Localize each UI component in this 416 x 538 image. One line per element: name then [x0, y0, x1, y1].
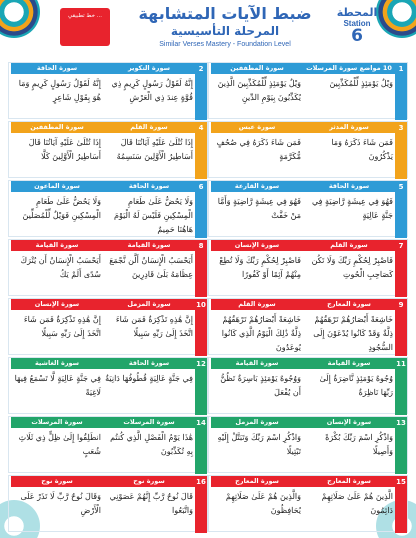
verse-panel: [11, 122, 103, 179]
verse-panel: [103, 358, 195, 415]
sura-name: سورة القيامة: [103, 240, 195, 251]
verse-panel: [103, 181, 195, 238]
sura-name: سورة الغاشية: [11, 358, 103, 369]
verse-text: فَمَن شَاءَ ذَكَرَهُ فِي صُحُفٍ مُّكَرَّمَةٍ: [216, 138, 301, 161]
verse-card: [8, 121, 208, 178]
verse-card-number: 8: [195, 240, 207, 297]
verse-card-number: 5: [395, 181, 407, 238]
verse-row: [8, 416, 408, 473]
verse-panel: [103, 417, 195, 474]
verse-card-number: 10: [195, 299, 207, 356]
sura-name: سورة الماعون: [11, 181, 103, 192]
sura-name: سورة المرسلات: [103, 417, 195, 428]
verse-text: فَهُوَ فِي عِيشَةٍ رَّاضِيَةٍ وَأَمَّا مَنْ خَفَّتْ: [217, 197, 301, 220]
verse-card: [8, 475, 208, 532]
sura-name: سورة القارعة: [211, 181, 303, 192]
verse-text: إِنَّهُ لَقَوْلُ رَسُولٍ كَرِيمٍ وَمَا هُوَ بِقَوْلِ شَاعِرٍ: [18, 79, 101, 102]
page-title: ضبط الآيات المتشابهة: [138, 4, 312, 23]
verse-panel: [211, 299, 303, 356]
verse-card-number: 2: [195, 63, 207, 120]
verse-text: وَقَالَ نُوحٌ رَّبِّ لَا تَذَرْ عَلَى الْأَرْضِ: [20, 492, 101, 515]
sura-name: سورة التكوير: [103, 63, 195, 74]
verse-panel: [303, 181, 395, 238]
verse-row: [8, 121, 408, 178]
verse-text: وَلَا يَحُضُّ عَلَىٰ طَعَامِ الْمِسْكِينِ فَلَيْسَ لَهُ الْيَوْمَ هَاهُنَا حَمِيمٌ: [114, 197, 193, 234]
verse-card: [8, 298, 208, 355]
verse-card-number: 7: [395, 240, 407, 297]
verse-row: [8, 357, 408, 414]
verse-text: وَيْلٌ يَوْمَئِذٍ لِّلْمُكَذِّبِينَ: [329, 79, 393, 88]
verse-text: وَالَّذِينَ هُمْ عَلَىٰ صَلَاتِهِمْ يُحَافِظُونَ: [225, 492, 301, 515]
sura-name: سورة المدثر: [303, 122, 395, 133]
verse-text: فَاصْبِرْ لِحُكْمِ رَبِّكَ وَلَا تُطِعْ مِنْهُمْ آثِمًا أَوْ كَفُورًا: [219, 256, 301, 279]
sura-name: سورة الإنسان: [11, 299, 103, 310]
sura-name: سورة المزمل: [103, 299, 195, 310]
page-subtitle-ar: المرحلة التأسيسية: [170, 24, 280, 38]
verse-text: فَمَن شَاءَ ذَكَرَهُ وَمَا يَذْكُرُونَ: [331, 138, 393, 161]
verse-card: [208, 239, 408, 296]
verse-card: [208, 475, 408, 532]
verse-text: فِي جَنَّةٍ عَالِيَةٍ لَّا تَسْمَعُ فِيهَا لَاغِيَةً: [14, 374, 101, 397]
sura-name: سورة الحاقة: [103, 358, 195, 369]
verse-card: [208, 357, 408, 414]
verse-card-number: 15: [395, 476, 407, 533]
page-header: [0, 0, 416, 56]
sura-name: سورة المرسلات: [11, 417, 103, 428]
verse-text: إِنَّ هَٰذِهِ تَذْكِرَةٌ فَمَن شَاءَ اتَّخَذَ إِلَىٰ رَبِّهِ سَبِيلًا: [23, 315, 101, 338]
verse-card-number: 3: [395, 122, 407, 179]
verse-panel: [303, 122, 395, 179]
verse-panel: [11, 417, 103, 474]
sura-name: سورة المطففين: [211, 63, 303, 74]
station-label: [334, 6, 380, 45]
verse-panel: [11, 181, 103, 238]
sura-name: سورة الحاقة: [303, 181, 395, 192]
verse-panel: [303, 417, 395, 474]
verse-panel: [303, 358, 395, 415]
sura-name: سورة المعارج: [211, 476, 303, 487]
verse-row: [8, 239, 408, 296]
verse-panel: [211, 181, 303, 238]
verse-text: إِنَّ هَٰذِهِ تَذْكِرَةٌ فَمَن شَاءَ اتَّخَذَ إِلَىٰ رَبِّهِ سَبِيلًا: [115, 315, 193, 338]
verse-text: الَّذِينَ هُمْ عَلَىٰ صَلَاتِهِمْ دَائِمُونَ: [321, 492, 393, 515]
verse-panel: [211, 358, 303, 415]
sura-name: سورة القلم: [303, 240, 395, 251]
verse-card: [208, 180, 408, 237]
app-badge: خط تطبيقي ...: [60, 8, 110, 46]
sura-name: سورة القيامة: [303, 358, 395, 369]
station-label-en: Station: [343, 19, 371, 28]
verse-card-number: 6: [195, 181, 207, 238]
verse-row: [8, 180, 408, 237]
verse-panel: [211, 476, 303, 533]
verse-card: [8, 357, 208, 414]
verse-text: انطَلِقُوا إِلَىٰ ظِلٍّ ذِي ثَلَاثِ شُعَبٍ: [18, 433, 101, 456]
sura-name: سورة الحاقة: [103, 181, 195, 192]
sura-name: سورة القيامة: [211, 358, 303, 369]
sura-name: سورة الإنسان: [303, 417, 395, 428]
verse-card: [8, 180, 208, 237]
verse-panel: [303, 476, 395, 533]
verse-panel: [103, 299, 195, 356]
verse-text: إِذَا تُتْلَىٰ عَلَيْهِ آيَاتُنَا قَالَ أَسَاطِيرُ الْأَوَّلِينَ سَنَسِمُهُ: [116, 138, 193, 161]
verse-row: [8, 62, 408, 119]
verse-text: وَاذْكُرِ اسْمَ رَبِّكَ بُكْرَةً وَأَصِيلًا: [325, 433, 393, 456]
verse-panel: [211, 63, 303, 120]
verse-text: إِنَّهُ لَقَوْلُ رَسُولٍ كَرِيمٍ ذِي قُوَّةٍ عِندَ ذِي الْعَرْشِ: [111, 79, 193, 102]
verse-row: [8, 475, 408, 532]
verse-card-number: 12: [195, 358, 207, 415]
sura-name: سورة المعارج: [303, 476, 395, 487]
verse-text: فَهُوَ فِي عِيشَةٍ رَّاضِيَةٍ فِي جَنَّةٍ عَالِيَةٍ: [312, 197, 393, 220]
sura-name: سورة القيامة: [11, 240, 103, 251]
sura-name: سورة القلم: [211, 299, 303, 310]
verse-row: [8, 298, 408, 355]
verse-text: فِي جَنَّةٍ عَالِيَةٍ قُطُوفُهَا دَانِيَةٌ: [105, 374, 193, 383]
verse-panel: [11, 476, 103, 533]
verse-card-number: 9: [395, 299, 407, 356]
verse-text: إِذَا تُتْلَىٰ عَلَيْهِ آيَاتُنَا قَالَ أَسَاطِيرُ الْأَوَّلِينَ كَلَّا: [28, 138, 101, 161]
verse-panel: [303, 299, 395, 356]
verse-text: هَٰذَا يَوْمُ الْفَصْلِ الَّذِي كُنتُم بِهِ تُكَذِّبُونَ: [110, 433, 193, 456]
verse-panel: [103, 63, 195, 120]
verse-card: [8, 62, 208, 119]
verse-panel: [11, 63, 103, 120]
verse-panel: [11, 358, 103, 415]
verse-card-number: 11: [395, 358, 407, 415]
verse-card: [208, 121, 408, 178]
sura-name: سورة القلم: [103, 122, 195, 133]
sura-name: سورة عبس: [211, 122, 303, 133]
verse-card: [8, 239, 208, 296]
sura-name: سورة الإنسان: [211, 240, 303, 251]
verse-text: وَوُجُوهٌ يَوْمَئِذٍ بَاسِرَةٌ تَظُنُّ أَن يُفْعَلَ: [220, 374, 301, 397]
verse-text: قَالَ نُوحٌ رَّبِّ إِنَّهُمْ عَصَوْنِي وَاتَّبَعُوا: [109, 492, 193, 515]
verse-card: [208, 416, 408, 473]
station-label-ar: المحطة: [336, 6, 378, 19]
verse-card-number: 1: [395, 63, 407, 120]
verse-text: خَاشِعَةً أَبْصَارُهُمْ تَرْهَقُهُمْ ذِلَّةٌ وَقَدْ كَانُوا يُدْعَوْنَ إِلَى السُّجُودِ: [313, 315, 393, 352]
sura-name: سورة المزمل: [211, 417, 303, 428]
verse-panel: [103, 122, 195, 179]
verse-text: وَيْلٌ يَوْمَئِذٍ لِّلْمُكَذِّبِينَ الَّذِينَ يُكَذِّبُونَ بِيَوْمِ الدِّينِ: [217, 79, 301, 102]
verse-card: [208, 298, 408, 355]
verse-text: وُجُوهٌ يَوْمَئِذٍ نَّاضِرَةٌ إِلَىٰ رَبِّهَا نَاظِرَةٌ: [319, 374, 393, 397]
verse-panel: [211, 240, 303, 297]
verse-panel: [11, 240, 103, 297]
verse-card-number: 13: [395, 417, 407, 474]
sura-name: سورة الحاقة: [11, 63, 103, 74]
verse-text: فَاصْبِرْ لِحُكْمِ رَبِّكَ وَلَا تَكُن كَصَاحِبِ الْحُوتِ: [311, 256, 393, 279]
verse-card-number: 16: [195, 476, 207, 533]
verse-card: [8, 416, 208, 473]
sura-name: 10 مواضع سورة المرسلات: [303, 63, 395, 74]
verse-card: [208, 62, 408, 119]
page-subtitle-en: Similar Verses Mastery - Foundation Level: [159, 41, 291, 48]
verse-panel: [303, 240, 395, 297]
verse-text: وَاذْكُرِ اسْمَ رَبِّكَ وَتَبَتَّلْ إِلَيْهِ تَبْتِيلًا: [217, 433, 301, 456]
sura-name: سورة نوح: [103, 476, 195, 487]
sura-name: سورة المعارج: [303, 299, 395, 310]
verse-panel: [103, 240, 195, 297]
verse-panel: [211, 417, 303, 474]
verse-card-number: 4: [195, 122, 207, 179]
verse-panel: [303, 63, 395, 120]
verse-panel: [103, 476, 195, 533]
verse-text: أَيَحْسَبُ الْإِنسَانُ أَلَّن نَّجْمَعَ عِظَامَهُ بَلَىٰ قَادِرِينَ: [109, 256, 193, 279]
verse-panel: [211, 122, 303, 179]
station-number: 6: [351, 26, 363, 46]
verse-card-number: 14: [195, 417, 207, 474]
verse-text: خَاشِعَةً أَبْصَارُهُمْ تَرْهَقُهُمْ ذِلَّةٌ ذَٰلِكَ الْيَوْمُ الَّذِي كَانُوا يُوعَدُونَ: [221, 315, 301, 352]
verse-panel: [11, 299, 103, 356]
sura-name: سورة نوح: [11, 476, 103, 487]
verse-text: وَلَا يَحُضُّ عَلَىٰ طَعَامِ الْمِسْكِينِ فَوَيْلٌ لِّلْمُصَلِّينَ: [22, 197, 101, 220]
verse-text: أَيَحْسَبُ الْإِنسَانُ أَن يُتْرَكَ سُدًى أَلَمْ يَكُ: [20, 256, 101, 279]
sura-name: سورة المطففين: [11, 122, 103, 133]
